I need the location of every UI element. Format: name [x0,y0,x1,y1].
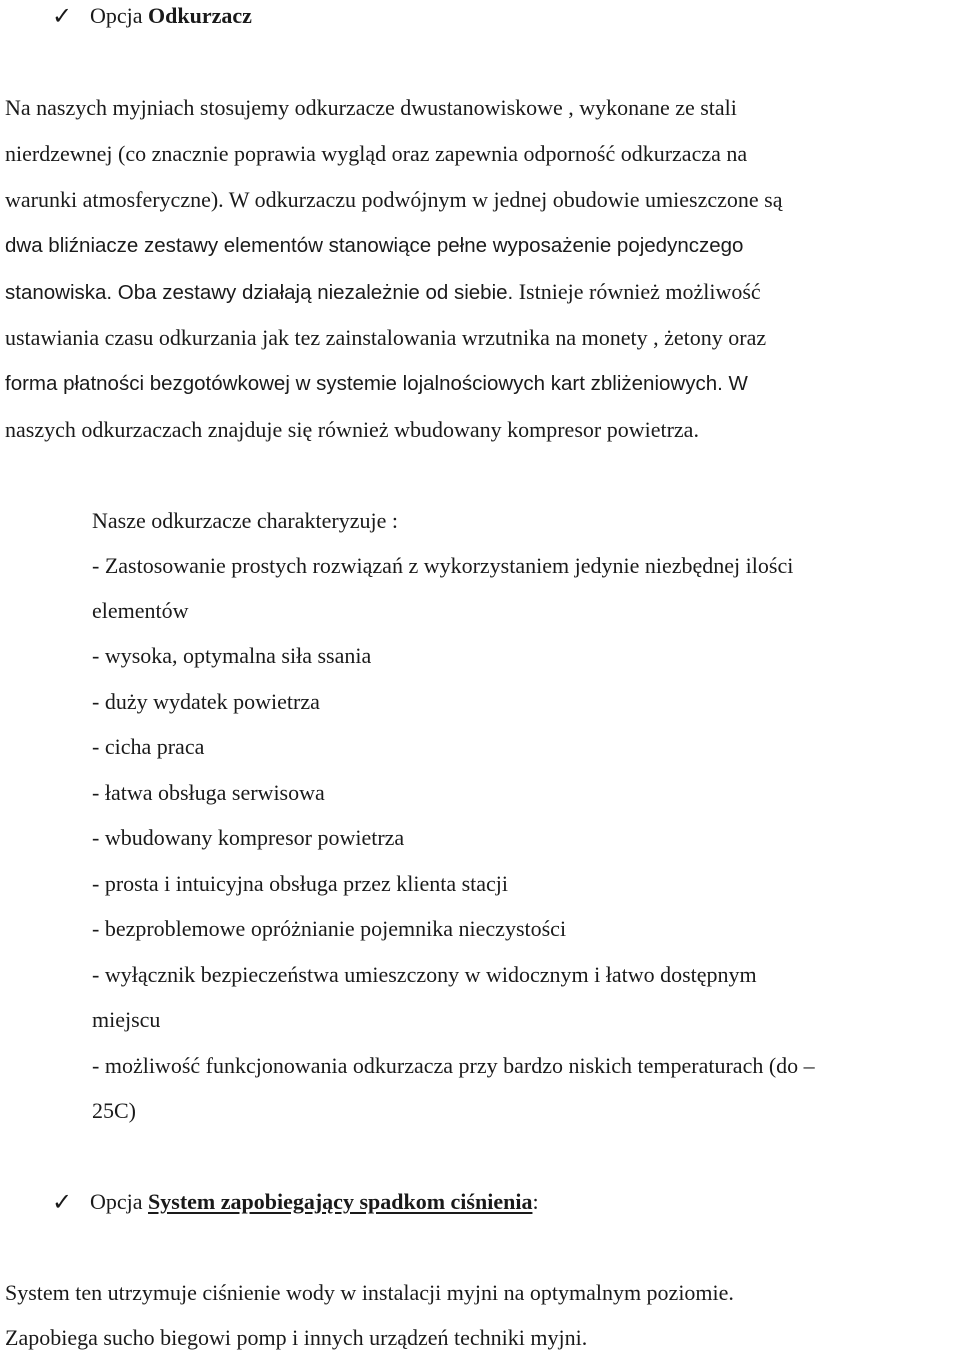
feature-item: - Zastosowanie prostych rozwiązań z wykorzystaniem jedynie niezbędnej ilości [92,553,794,578]
intro-line-3: warunki atmosferyczne). W odkurzaczu podwójnym w jednej obudowie umieszczone są [5,187,783,212]
feature-item-continuation: 25C) [92,1098,136,1123]
feature-item: - możliwość funkcjonowania odkurzacza przy bardzo niskich temperaturach (do – [92,1053,815,1078]
feature-item-continuation: elementów [92,598,189,623]
intro-line-5 [5,278,761,307]
outro-line-1: System ten utrzymuje ciśnienie wody w instalacji myjni na optymalnym poziomie. [5,1280,734,1305]
feature-item-continuation: miejscu [92,1007,161,1032]
feature-item: - duży wydatek powietrza [92,689,320,714]
feature-item: - wbudowany kompresor powietrza [92,825,405,850]
heading-prefix: Opcja [90,3,143,28]
checkmark-icon: ✓ [52,2,73,30]
intro-line-6: ustawiania czasu odkurzania jak tez zainstalowania wrzutnika na monety , żetony oraz [5,325,767,350]
feature-item: - bezproblemowe opróżnianie pojemnika nieczystości [92,916,567,941]
heading-suffix: : [532,1189,539,1214]
section-heading-system [90,1188,539,1216]
intro-line-5-serif: Istnieje również możliwość [518,279,761,304]
section-heading-odkurzacz [90,2,252,30]
heading-title: Odkurzacz [148,3,252,28]
feature-item: - łatwa obsługa serwisowa [92,780,325,805]
checkmark-icon: ✓ [52,1188,73,1216]
intro-line-1: Na naszych myjniach stosujemy odkurzacze dwustanowiskowe , wykonane ze stali [5,95,737,120]
feature-item: - cicha praca [92,734,205,759]
intro-line-2: nierdzewnej (co znacznie poprawia wygląd oraz zapewnia odporność odkurzacza na [5,141,748,166]
feature-item: - wysoka, optymalna siła ssania [92,643,372,668]
intro-line-4: dwa bliźniacze zestawy elementów stanowiące pełne wyposażenie pojedynczego [5,234,744,257]
feature-item: - prosta i intuicyjna obsługa przez klienta stacji [92,871,509,896]
feature-item: - wyłącznik bezpieczeństwa umieszczony w widocznym i łatwo dostępnym [92,962,757,987]
outro-line-2: Zapobiega sucho biegowi pomp i innych urządzeń techniki myjni. [5,1325,588,1350]
heading-title: System zapobiegający spadkom ciśnienia [148,1189,533,1214]
features-heading: Nasze odkurzacze charakteryzuje : [92,508,398,533]
intro-line-7: forma płatności bezgotówkowej w systemie lojalnościowych kart zbliżeniowych. W [5,372,748,395]
heading-prefix: Opcja [90,1189,143,1214]
intro-line-5-sans: stanowiska. Oba zestawy działają niezależnie od siebie. [5,281,514,304]
intro-line-8: naszych odkurzaczach znajduje się również wbudowany kompresor powietrza. [5,417,699,442]
